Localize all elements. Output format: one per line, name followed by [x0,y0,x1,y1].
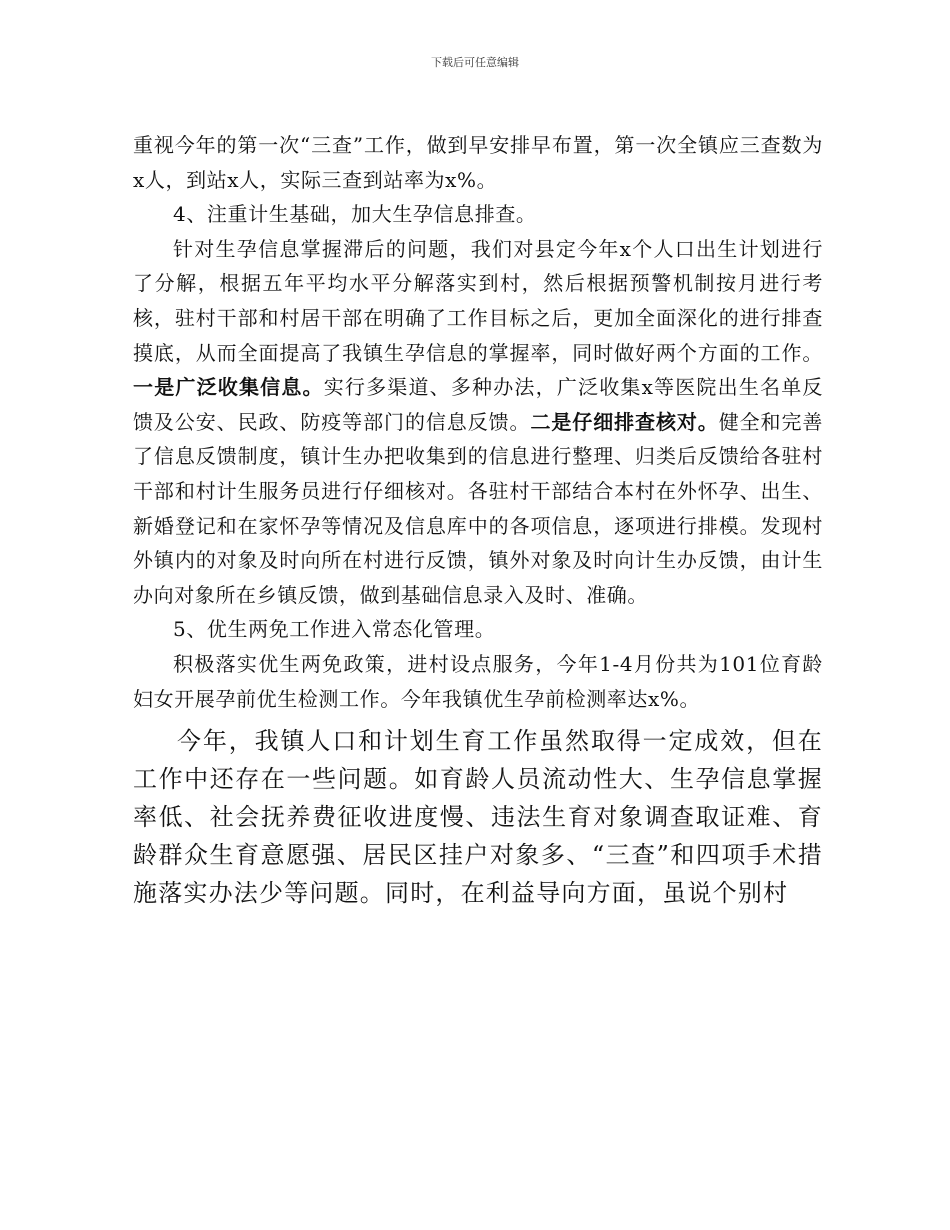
paragraph-text: 健全和完善了信息反馈制度，镇计生办把收集到的信息进行整理、归类后反馈给各驻村干部和村计生服务员进行仔细核对。各驻村干部结合本村在外怀孕、出生、新婚登记和在家怀孕等情况及信息库中的各项信息，逐项进行排模。发现村外镇内的对象及时向所在村进行反馈，镇外对象及时向计生办反馈，由计生办向对象所在乡镇反馈，做到基础信息录入及时、准确。 [133,409,823,607]
page-header: 下载后可任意编辑 [431,56,519,69]
paragraph-text: 针对生孕信息掌握滞后的问题，我们对县定今年x个人口出生计划进行了分解，根据五年平均水平分解落实到村，然后根据预警机制按月进行考核，驻村干部和村居干部在明确了工作目标之后，更加全面深化的进行排查摸底，从而全面提高了我镇生孕信息的掌握率，同时做好两个方面的工作。 [133,236,823,365]
paragraph-info-collection [133,232,823,613]
bold-point-2: 二是仔细排查核对。 [530,409,719,434]
paragraph-three-checks: 重视今年的第一次“三查”工作，做到早安排早布置，第一次全镇应三查数为x人，到站x人，实际三查到站率为x%。 [133,133,823,192]
document-body [133,128,823,912]
paragraph-text: 实行多渠道、多种办法，广泛收集x等医院出生名单反馈及公安、民政、防疫等部门的信息反馈。 [133,375,823,434]
bold-point-1: 一是广泛收集信息。 [133,375,324,400]
paragraph-prenatal-check: 积极落实优生两免政策，进村设点服务，今年1-4月份共为101位育龄妇女开展孕前优生检测工作。今年我镇优生孕前检测率达x%。 [133,651,823,711]
heading-4-info-check: 4、注重计生基础，加大生孕信息排查。 [173,202,537,227]
paragraph-problems: 今年，我镇人口和计划生育工作虽然取得一定成效，但在工作中还存在一些问题。如育龄人员流动性大、生孕信息掌握率低、社会抚养费征收进度慢、违法生育对象调查取证难、育龄群众生育意愿强、居民区挂户对象多、“三查”和四项手术措施落实办法少等问题。同时，在利益导向方面，虽说个别村 [133,727,823,908]
heading-5-two-free: 5、优生两免工作进入常态化管理。 [173,617,496,642]
